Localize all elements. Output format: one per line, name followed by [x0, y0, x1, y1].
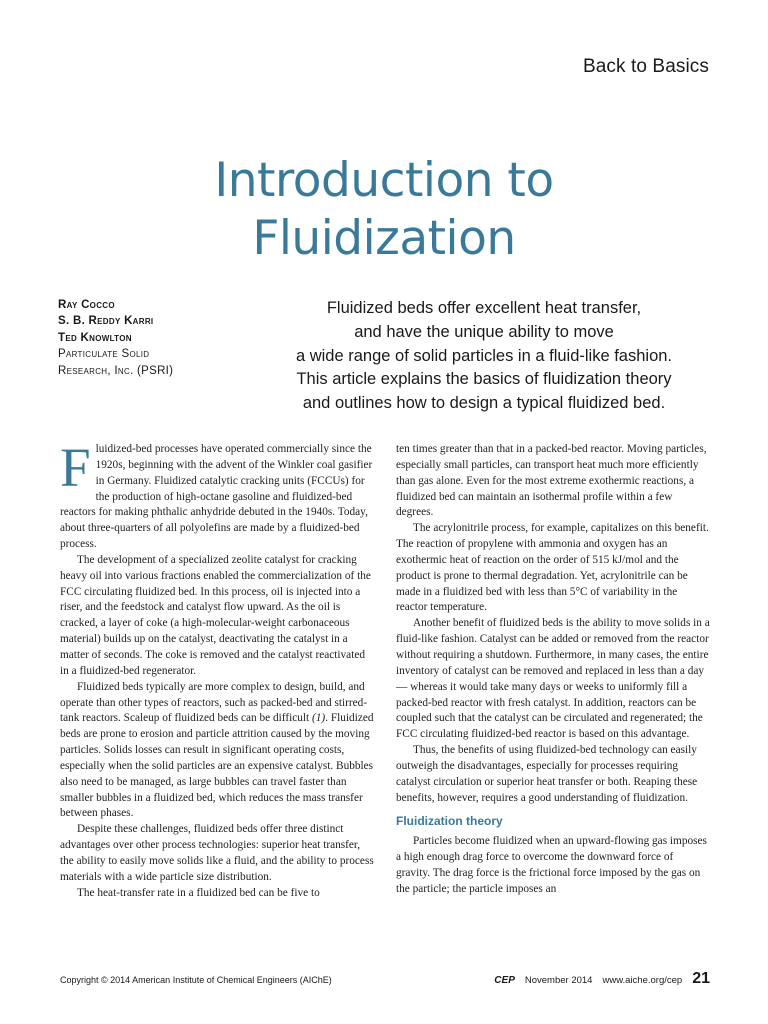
- author-name: Ted Knowlton: [58, 331, 132, 344]
- paragraph-text: . Fluidized beds are prone to erosion and particle attrition caused by the moving particles. Solids losses can result in significant operating costs, especially when the solid particles are an expensive catalyst. Bubbles also need to be managed, as large bubbles can travel faster than smaller bubbles in a fluidized bed, which reduces the mass transfer between phases.: [60, 712, 374, 820]
- journal-logo: CEP: [494, 975, 515, 986]
- drop-cap: F: [60, 437, 91, 498]
- deck-line: and have the unique ability to move: [354, 322, 614, 341]
- body-paragraph: Particles become fluidized when an upward-flowing gas imposes a high enough drag force to overcome the downward force of gravity. The drag force is the frictional force imposed by the gas on the particle; the particle imposes an: [396, 835, 707, 895]
- article-deck: [248, 297, 720, 416]
- body-paragraph: [60, 437, 374, 553]
- body-paragraph: Thus, the benefits of using fluidized-bed technology can easily outweigh the disadvantages, especially for processes requiring catalyst circulation or superior heat transfer or both. Reaping these benefits, however, requires a good understanding of fluidization.: [396, 744, 698, 804]
- body-column-left: [60, 437, 374, 901]
- issue-date: November 2014: [524, 975, 593, 986]
- title-line-2: Fluidization: [252, 211, 516, 266]
- author-name: S. B. Reddy Karri: [58, 315, 154, 328]
- deck-line: a wide range of solid particles in a fluid-like fashion.: [295, 346, 673, 365]
- section-tag: Back to Basics: [582, 56, 709, 77]
- author-name: Ray Cocco: [58, 299, 115, 311]
- body-paragraph: The acrylonitrile process, for example, capitalizes on this benefit. The reaction of propylene with ammonia and oxygen has an exothermic heat of reaction on the order of 515 kJ/mol and the product is prone to thermal degradation. Yet, acrylonitrile can be made in a fluidized bed with less than 5°C of variability in the reactor temperature.: [396, 522, 709, 614]
- paragraph-text: luidized-bed processes have operated commercially since the 1920s, beginning with the advent of the Winkler coal gasifier in Germany. Fluidized catalytic cracking units (FCCUs) for the production of high-octane gasoline and fluidized-bed reactors for making phthalic anhydride debuted in the 1940s. Today, about three-quarters of all polyolefins are made by a fluidized-bed process.: [60, 443, 373, 551]
- deck-line: and outlines how to design a typical fluidized bed.: [302, 394, 666, 413]
- author-affiliation: Research, Inc. (PSRI): [58, 364, 174, 377]
- article-title: [0, 152, 768, 268]
- body-column-right: [396, 442, 710, 898]
- page-footer: [494, 970, 710, 988]
- body-paragraph: Another benefit of fluidized beds is the ability to move solids in a fluid-like fashion. Catalyst can be added or removed from the reactor without requiring a shutdown. Furthermore, in many cases, the entire inventory of catalyst can be removed and replaced in less than a day — whereas it would take many days or weeks to uniformly fill a packed-bed reactor with fresh catalyst. In addition, reactors can be coupled such that the catalyst can be circulated and regenerated; the FCC circulating fluidized-bed reactor is based on this advantage.: [396, 617, 710, 741]
- paragraph-text: Fluidized beds typically are more complex to design, build, and operate than other types of reactors, such as packed-bed and stirred-tank reactors. Scaleup of fluidized beds can be difficult: [60, 680, 368, 725]
- copyright-notice: Copyright © 2014 American Institute of Chemical Engineers (AIChE): [60, 975, 332, 985]
- deck-line: This article explains the basics of fluidization theory: [296, 370, 672, 389]
- citation-ref: (1): [312, 712, 326, 725]
- body-paragraph: The heat-transfer rate in a fluidized bed can be five to: [77, 886, 320, 899]
- deck-line: Fluidized beds offer excellent heat transfer,: [326, 299, 642, 317]
- body-paragraph: The development of a specialized zeolite catalyst for cracking heavy oil into various fractions enabled the commercialization of the FCC circulating fluidized bed. In this process, oil is injected into a riser, and the feedstock and catalyst flow upward. As the oil is cracked, a layer of coke (a high-molecular-weight carbonaceous material) builds up on the catalyst, deactivating the catalyst in a matter of seconds. The coke is removed and the catalyst reactivated in a fluidized-bed regenerator.: [60, 553, 371, 677]
- author-affiliation: Particulate Solid: [58, 348, 150, 361]
- body-paragraph: [60, 680, 374, 823]
- journal-url: www.aiche.org/cep: [602, 975, 683, 986]
- section-heading: Fluidization theory: [396, 814, 503, 829]
- author-block: [58, 297, 228, 379]
- body-paragraph: Despite these challenges, fluidized beds offer three distinct advantages over other process technologies: superior heat transfer, the ability to easily move solids like a fluid, and the ability to process materials with a wide particle size distribution.: [60, 823, 374, 883]
- title-line-1: Introduction to: [214, 153, 554, 208]
- page-number: 21: [692, 970, 710, 987]
- body-paragraph: ten times greater than that in a packed-bed reactor. Moving particles, especially small particles, can transport heat much more efficiently than gas alone. Even for the most extreme exothermic reactions, a fluidized bed can maintain an isothermal profile within a few degrees.: [396, 443, 707, 519]
